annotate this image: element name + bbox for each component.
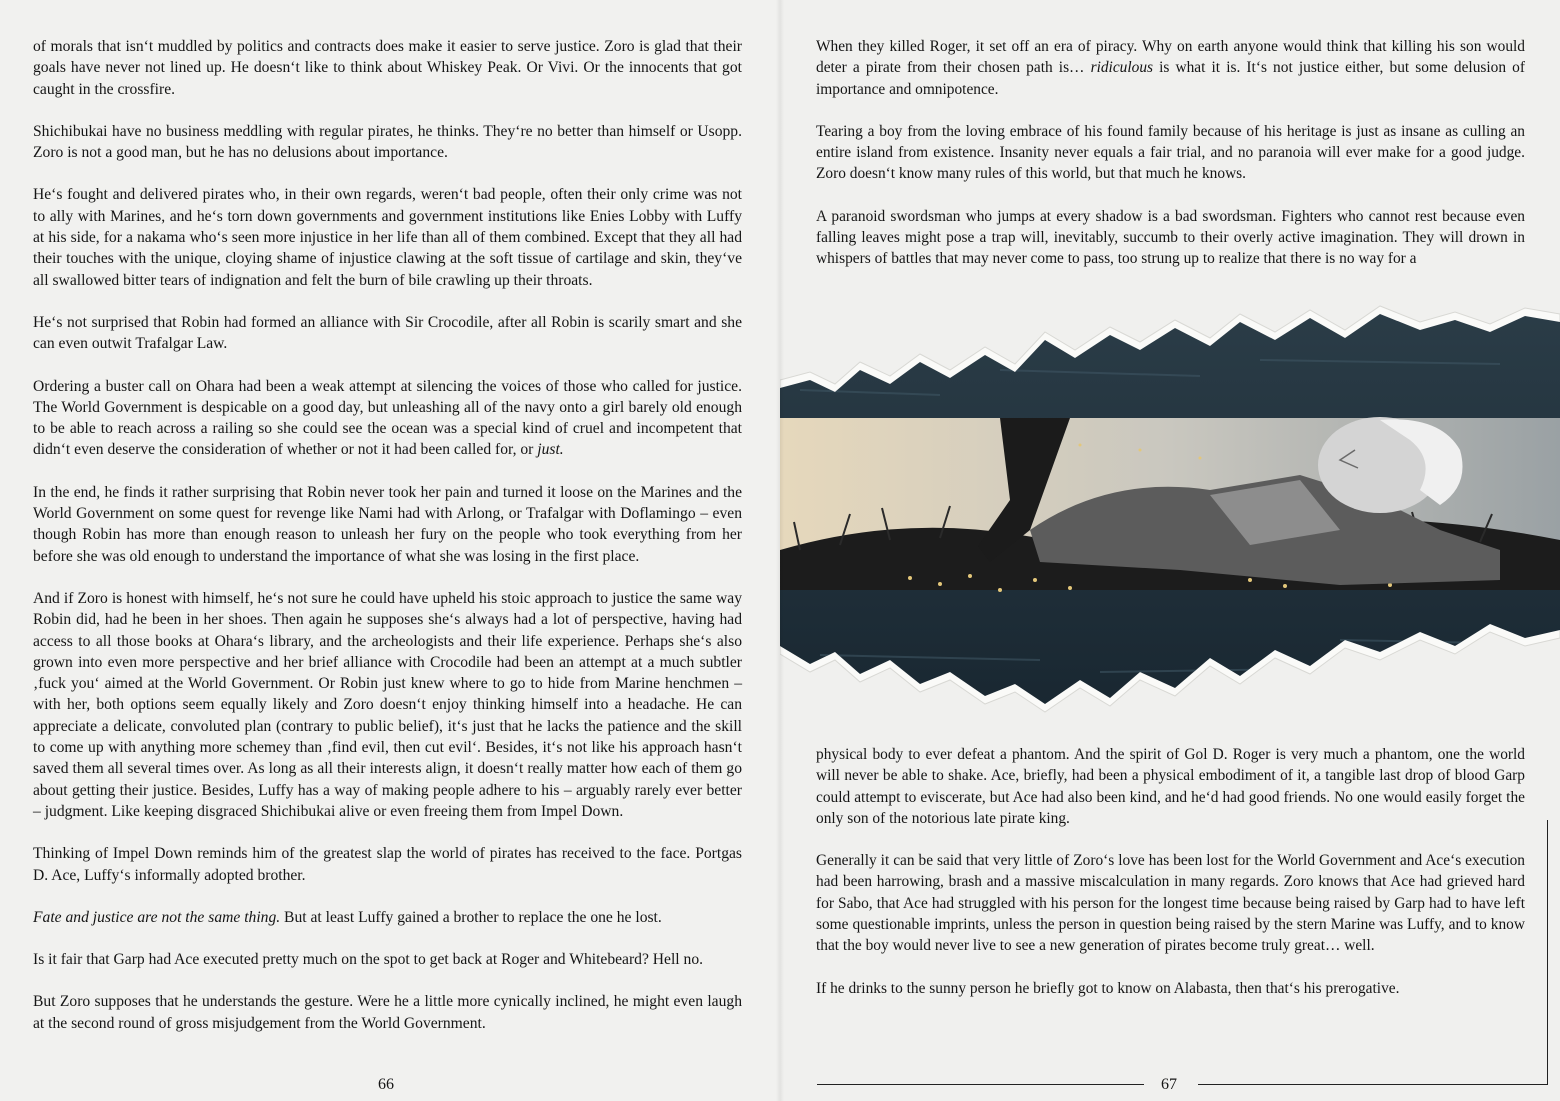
- text-run: When they killed Roger, it set off an era of piracy. Why on earth anyone would think that killing his son would deter a pirate from their chosen path is…: [816, 38, 1525, 77]
- right-page-text-bottom: [816, 744, 1525, 1020]
- paragraph: And if Zoro is honest with himself, he‘s not sure he could have upheld his stoic approach to justice the same way Robin did, had he been in her shoes. Then again he supposes she‘s always had a lot of perspective, having had access to all those books at Ohara‘s library, and the archeologists and their life experience. Perhaps she‘s also grown into even more perspective and her brief alliance with Crocodile had been an attempt at a much subtler ‚fuck you‘ aimed at the World Government. Or Robin just knew where to go to hide from Marine henchmen – with her, both options seem equally likely and Zoro doesn‘t enjoy thinking himself into a headache. He can appreciate a delicate, convoluted plan (contrary to public belief), it‘s just that he lacks the patience and the skill to come up with anything more schemey than ‚find evil, then cut evil‘. Besides, it‘s not like his approach hasn‘t saved them all several times over. As long as all their interests align, it doesn‘t really matter how each of them go about getting their justice. Besides, Luffy has a way of making people adhere to his – arguably rarely ever better – judgment. Like keeping disgraced Shichibukai alive or even freeing them from Impel Down.: [33, 589, 742, 820]
- emphasis: ridiculous: [1090, 59, 1153, 77]
- page-number: 66: [378, 1076, 394, 1093]
- paragraph: He‘s fought and delivered pirates who, in their own regards, weren‘t bad people, often their only crime was not to ally with Marines, and he‘s torn down governments and government institutions like Enies Lobby with Luffy at his side, for a nakama who‘s seen more injustice in her life than all of them combined. Except that they all had their touches with the unique, cloying shame of injustice clawing at the soft tissue of cartilage and skin, they‘ve all swallowed bitter tears of indignation and felt the burn of bile crawling up their throats.: [33, 186, 742, 289]
- paragraph: But Zoro supposes that he understands the gesture. Were he a little more cynically inclined, he might even laugh at the second round of gross misjudgement from the World Government.: [33, 993, 742, 1032]
- paragraph: of morals that isn‘t muddled by politics and contracts does make it easier to serve justice. Zoro is glad that their goals have never not lined up. He doesn‘t like to think about Whiskey Peak. Or Vivi. Or the innocents that got caught in the crossfire.: [33, 38, 742, 98]
- footer-rule-left: [817, 1084, 1144, 1085]
- emphasis: just.: [537, 441, 564, 459]
- text-run: But at least Luffy gained a brother to replace the one he lost.: [280, 908, 662, 926]
- paragraph: physical body to ever defeat a phantom. And the spirit of Gol D. Roger is very much a phantom, one the world will never be able to shake. Ace, briefly, had been a physical embodiment of it, a tangible last drop of blood Garp could attempt to eviscerate, but Ace had also been kind, and he‘d had good friends. No one would easily forget the only son of the notorious late pirate king.: [816, 746, 1525, 827]
- paragraph-roger: [816, 36, 1525, 100]
- paragraph-ohara: [33, 376, 742, 461]
- paragraph: Generally it can be said that very little of Zoro‘s love has been lost for the World Government and Ace‘s execution had been harrowing, brash and a massive miscalculation in many regards. Zoro knows that Ace had grieved hard for Sabo, that Ace had struggled with his person for the longest time because being raised by Garp had to have left some questionable imprints, unless the person in question being raised by the stern Marine was Luffy, and to know that the boy would never live to see a new generation of pirates become truly great… well.: [816, 852, 1525, 955]
- paragraph: Tearing a boy from the loving embrace of his found family because of his heritage is just as insane as culling an entire island from existence. Insanity never equals a fair trial, and no paranoia will ever make for a good judge. Zoro doesn‘t know many rules of this world, but that much he knows.: [816, 122, 1525, 183]
- paragraph: He‘s not surprised that Robin had formed an alliance with Sir Crocodile, after all Robin is scarily smart and she can even outwit Trafalgar Law.: [33, 313, 742, 353]
- paragraph-fate: [33, 907, 742, 928]
- paragraph: If he drinks to the sunny person he briefly got to know on Alabasta, then that‘s his prerogative.: [816, 979, 1400, 997]
- right-page: [780, 0, 1560, 1101]
- torn-paper-illustration: [780, 300, 1560, 730]
- text-run: Ordering a buster call on Ohara had been a weak attempt at silencing the voices of those who called for justice. The World Government is despicable on a good day, but unleashing all of the navy onto a girl barely old enough to be able to reach across a railing so she could see the ocean was a special kind of cruel and incompetent that didn‘t even deserve the consideration of whether or not it had been called for, or: [33, 377, 742, 459]
- paragraph: Shichibukai have no business meddling with regular pirates, he thinks. They‘re no better than himself or Usopp. Zoro is not a good man, but he has no delusions about importance.: [33, 122, 742, 162]
- footer-rule-right: [1198, 1084, 1548, 1085]
- paragraph: In the end, he finds it rather surprising that Robin never took her pain and turned it loose on the Marines and the World Government on some quest for revenge like Nami had with Arlong, or Trafalgar with Doflamingo – even though Robin has more than enough reason to unleash her fury on the people who took everything from her before she was old enough to understand the importance of what she was losing in the first place.: [33, 483, 742, 565]
- margin-rule-vertical: [1547, 820, 1548, 1085]
- page-number: 67: [1161, 1076, 1177, 1093]
- left-page-text: [33, 36, 742, 1055]
- paragraph: A paranoid swordsman who jumps at every shadow is a bad swordsman. Fighters who cannot rest because even falling leaves might pose a trap will, inevitably, succumb to their overly active imagination. They will drown in whispers of battles that may never come to pass, too strung up to realize that there is no way for a: [816, 207, 1525, 268]
- paragraph: Thinking of Impel Down reminds him of the greatest slap the world of pirates has received to the face. Portgas D. Ace, Luffy‘s informally adopted brother.: [33, 845, 742, 884]
- right-page-text-top: [816, 36, 1525, 291]
- book-gutter: [776, 0, 784, 1101]
- text-run: is what it is. It‘s not justice either, but some delusion of importance and omnipotence.: [816, 59, 1525, 98]
- emphasis: Fate and justice are not the same thing.: [33, 908, 281, 926]
- paragraph: Is it fair that Garp had Ace executed pretty much on the spot to get back at Roger and Whitebeard? Hell no.: [33, 951, 704, 969]
